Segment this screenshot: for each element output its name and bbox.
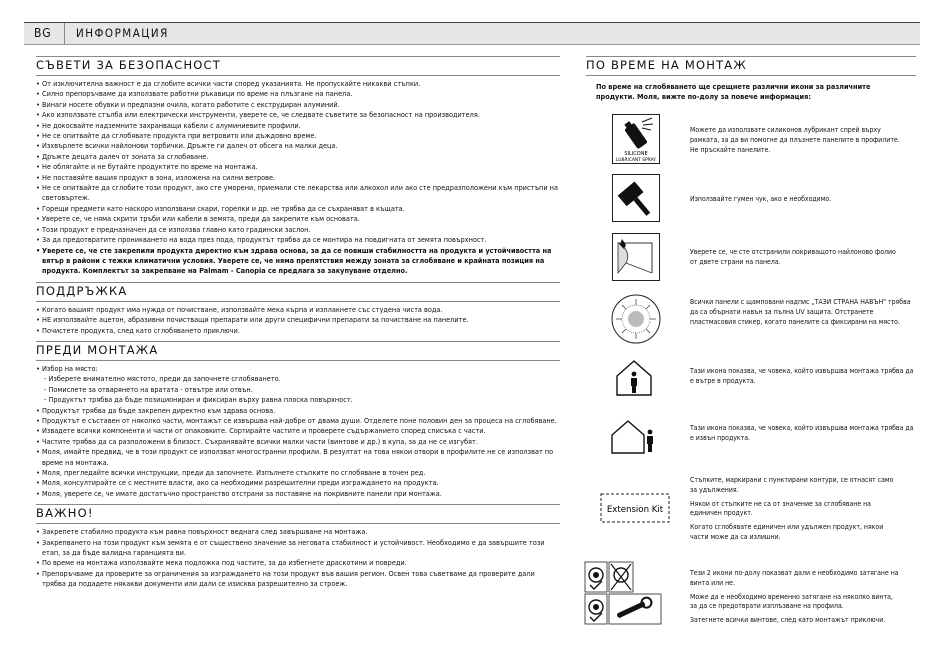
language-code: BG (34, 26, 52, 40)
left-column (36, 56, 560, 595)
list-item (36, 426, 560, 436)
list-item (36, 246, 560, 277)
list-item (36, 569, 560, 590)
list-item-text: Силно препоръчваме да използвате работни ръкавици по време на плъзгане на панела. (42, 89, 353, 99)
list-item-text: Моля, прегледайте всички инструкции, преди да започнете. Изпълнете стъпките по сглобяване в точен ред. (42, 468, 426, 477)
important-heading: ВАЖНО! (36, 504, 560, 524)
bullet: • (36, 151, 40, 161)
sub-item: - Изберете внимателно мястото, преди да започнете сглобяването. (44, 374, 281, 384)
list-item-text: От изключителна важност е да сглобите всички части според указанията. Не пропускайте никакви стъпки. (42, 79, 421, 88)
list-item (36, 204, 560, 214)
peel-film-text: Уверете се, че сте отстранили покриващото найлоново фолио от двете страни на панела. (690, 248, 896, 266)
bullet: • (36, 183, 40, 193)
bullet: • (36, 235, 40, 245)
before-assembly-list (36, 364, 560, 499)
bullet: • (36, 162, 40, 172)
list-item (36, 131, 560, 141)
list-item-text: Уверете се, че сте закрепили продукта директно към здрава основа, за да се повиши стабилността на продукта и устойчивостта на вятър в райони с тежки климатични условия. Уверете се, че няма препятствия между зоната за сглобяване и крайната позиция на продукта. Комплектът за закрепване на Palmam - Canopia се предлага за закупуване отделно. (42, 245, 552, 276)
bullet: • (36, 141, 40, 151)
rubber-mallet-text: Използвайте гумен чук, ако е необходимо. (690, 195, 832, 203)
list-item (36, 141, 560, 151)
bullet: • (36, 363, 40, 373)
list-item-text: Ако използвате стълба или електрически инструменти, уверете се, че следвате съветите за безопасност на производителя. (42, 110, 480, 120)
list-item (36, 152, 560, 162)
header-bar (24, 22, 920, 45)
bullet: • (36, 325, 40, 335)
list-item (36, 162, 560, 172)
silicone-spray-icon (612, 114, 660, 164)
list-item-text: Не докосвайте надземните захранващи кабели с алуминиевите профили. (42, 120, 301, 130)
list-item-text: Закрепването на този продукт към земята е от съществено значение за неговата стабилност и устойчивост. Необходимо е да завършите този етап, за да бъде валидна гаранцията ви. (42, 537, 545, 558)
person-outside-icon (610, 418, 656, 454)
list-item (36, 406, 560, 416)
svg-text:Extension Kit: Extension Kit (606, 505, 664, 515)
list-item (36, 416, 560, 426)
bullet: • (36, 120, 40, 130)
bullet: • (36, 468, 40, 477)
during-intro: По време на сглобяването ще срещнете различни икони за различните продукти. Моля, вижте по-долу за повече информация: (596, 82, 871, 102)
list-item-text: Продуктът е съставен от няколко части, монтажът се извършва най-добре от двама души. Отделете поне половин ден за процеса на сглобяване. (42, 415, 557, 425)
list-item (36, 100, 560, 110)
screw-tighten-text: Тези 2 икони по-долу показват дали е необходимо затягане на винта или не. Може да е необходимо временно затягане на няколко винта, за да се предотврати изплъзване на профила. Затегнете всички винтове, след като монтажът приключи. (690, 569, 899, 625)
list-item-text: Почистете продукта, след като сглобяването приключи. (42, 325, 240, 335)
important-list (36, 527, 560, 589)
list-item (36, 89, 560, 99)
bullet: • (36, 415, 40, 425)
bullet: • (36, 478, 40, 488)
extension-kit-text: Стъпките, маркирани с пунктирани контури, се отнасят само за удължения. Някои от стъпките не са от значение за сглобяване на единичен продукт. Когато сглобявате единичен или удължен продукт, някои части може да са излишни. (690, 476, 894, 541)
list-item (36, 478, 560, 488)
person-inside-icon (614, 358, 654, 396)
bullet: • (36, 558, 40, 568)
svg-text:SILICONE: SILICONE (624, 151, 648, 157)
sub-item: - Продуктът трябва да бъде позициониран и фиксиран върху равна плоска повърхност. (44, 395, 353, 405)
sub-item: - Помислете за отварянето на вратата - отвътре или отвън. (44, 384, 253, 394)
list-item-text: За да предотвратите проникването на вода през пода, продуктът трябва да се монтира на повдигната от земята повърхност. (42, 235, 487, 245)
list-item-text: Частите трябва да са разположени в близост. Съхранявайте всички малки части (винтове и др.) в купа, за да не се изгубят. (42, 436, 478, 446)
bullet: • (36, 79, 40, 88)
bullet: • (36, 110, 40, 120)
list-item (36, 558, 560, 568)
bullet: • (36, 89, 40, 99)
list-item-text: Моля, уверете се, че имате достатъчно пространство отстрани за поставяне на покривните панели при монтажа. (42, 488, 442, 498)
svg-text:LUBRICANT SPRAY: LUBRICANT SPRAY (616, 158, 656, 163)
bullet: • (36, 447, 40, 457)
list-item-text: Закрепете стабилно продукта към равна повърхност веднага след завършване на монтажа. (42, 527, 368, 537)
maintenance-list (36, 305, 560, 336)
list-item-text: Продуктът трябва да бъде закрепен директно към здрава основа. (42, 405, 276, 415)
uv-side-icon (610, 293, 662, 345)
uv-side-text: Всички панели с щамповани надпис „ТАЗИ СТРАНА НАВЪН" трябва да са обърнати навън за пълна UV защита. Отстранете пластмасовия стикер, когато панелите са фиксирани на място. (690, 298, 911, 326)
bullet: • (36, 537, 40, 547)
list-item (36, 326, 560, 336)
list-item (36, 437, 560, 447)
safety-list (36, 79, 560, 277)
bullet: • (36, 436, 40, 446)
list-item (36, 305, 560, 315)
person-inside-text: Тази икона показва, че човека, който извършва монтажа трябва да е вътре в продукта. (690, 367, 914, 385)
bullet: • (36, 426, 40, 436)
list-item (36, 489, 560, 499)
header-title: ИНФОРМАЦИЯ (76, 26, 169, 40)
bullet: • (36, 203, 40, 213)
list-item-text: Моля, консултирайте се с местните власти, ако са необходими разрешителни преди изграждането на продукта. (42, 478, 439, 488)
list-item-text: Дръжте децата далеч от зоната за сглобяване. (42, 151, 209, 161)
list-item-text: Препоръчваме да проверите за ограничения за изграждането на този продукт във вашия регион. Освен това съветваме да проверите дали трябва да подадете някакви документи или дали се изисква разрешително за строеж. (42, 568, 535, 589)
bullet: • (36, 214, 40, 224)
list-item (36, 214, 560, 224)
screw-tighten-icon (584, 561, 674, 625)
list-item (36, 183, 560, 204)
during-assembly-heading: ПО ВРЕМЕ НА МОНТАЖ (586, 56, 916, 76)
bullet: • (36, 99, 40, 109)
list-item (36, 79, 560, 89)
bullet: • (36, 172, 40, 182)
list-item (36, 468, 560, 478)
peel-film-icon (612, 233, 660, 281)
list-item (36, 538, 560, 559)
list-item-text: Не се опитвайте да сглобите този продукт, ако сте уморени, приемали сте лекарства или алкохол или ако сте предразположени към пристъпи на световъртеж. (42, 183, 558, 203)
before-assembly-heading: ПРЕДИ МОНТАЖА (36, 341, 560, 361)
list-item-text: Винаги носете обувки и предпазни очила, когато работите с екструдиран алуминий. (42, 99, 340, 109)
bullet: • (36, 245, 41, 255)
list-item (36, 447, 560, 468)
list-item-text: Моля, имайте предвид, че в този продукт се използват многостранни профили. В резултат на това някои отвори в профилите не се използват по време на монтажа. (42, 447, 554, 467)
bullet: • (36, 405, 40, 415)
list-item-text: Не поставяйте вашия продукт в зона, изложена на силни ветрове. (42, 172, 276, 182)
bullet: • (36, 527, 40, 537)
list-item (36, 173, 560, 183)
safety-heading: СЪВЕТИ ЗА БЕЗОПАСНОСТ (36, 56, 560, 76)
bullet: • (36, 304, 40, 314)
maintenance-heading: ПОДДРЪЖКА (36, 282, 560, 302)
list-item-text: Извадете всички компоненти и части от опаковките. Сортирайте частите и проверете съдържанието според списъка с части. (42, 426, 486, 436)
list-item-text: Избор на място: (42, 363, 98, 373)
person-outside-text: Тази икона показва, че човека, който извършва монтажа трябва да е извън продукта. (690, 424, 914, 442)
silicone-spray-text: Можете да използвате силиконов лубрикант спрей върху рамката, за да ви помогне да плъзнете панелите в профилите. Не пръскайте панелите. (690, 126, 900, 154)
list-item-text: Когато вашият продукт има нужда от почистване, използвайте мека кърпа и изплакнете със студена чиста вода. (42, 304, 443, 314)
header-divider (64, 23, 65, 44)
list-item-text: Уверете се, че няма скрити тръби или кабели в земята, преди да закрепите към основата. (42, 214, 360, 224)
list-item (36, 315, 560, 325)
list-item (36, 121, 560, 131)
list-item (36, 110, 560, 120)
list-item-text: Горещи предмети като наскоро използвани скари, горелки и др. не трябва да се съхраняват в къщата. (42, 203, 405, 213)
bullet: • (36, 131, 40, 141)
list-item (36, 225, 560, 235)
rubber-mallet-icon (612, 174, 660, 222)
bullet: • (36, 568, 40, 578)
bullet: • (36, 315, 40, 325)
list-item (36, 235, 560, 245)
list-item-text: Не облягайте и не бутайте продуктите по време на монтажа. (42, 162, 258, 172)
bullet: • (36, 488, 40, 498)
list-item (36, 364, 560, 406)
list-item-text: Не се опитвайте да сглобявате продукта при ветровито или дъждовно време. (42, 131, 317, 141)
list-item-text: НЕ използвайте ацетон, абразивни почистващи препарати или други специфични препарати за почистване на панелите. (42, 315, 469, 325)
list-item-text: Изхвърлете всички найлонови торбички. Дръжте ги далеч от обсега на малки деца. (42, 141, 338, 151)
extension-kit-icon (600, 493, 670, 523)
bullet: • (36, 224, 40, 234)
list-item (36, 527, 560, 537)
list-item-text: Този продукт е предназначен да се използва главно като градински заслон. (42, 224, 311, 234)
right-column (586, 56, 916, 625)
list-item-text: По време на монтажа използвайте мека подложка под частите, за да избегнете драскотини и повреди. (42, 558, 407, 568)
